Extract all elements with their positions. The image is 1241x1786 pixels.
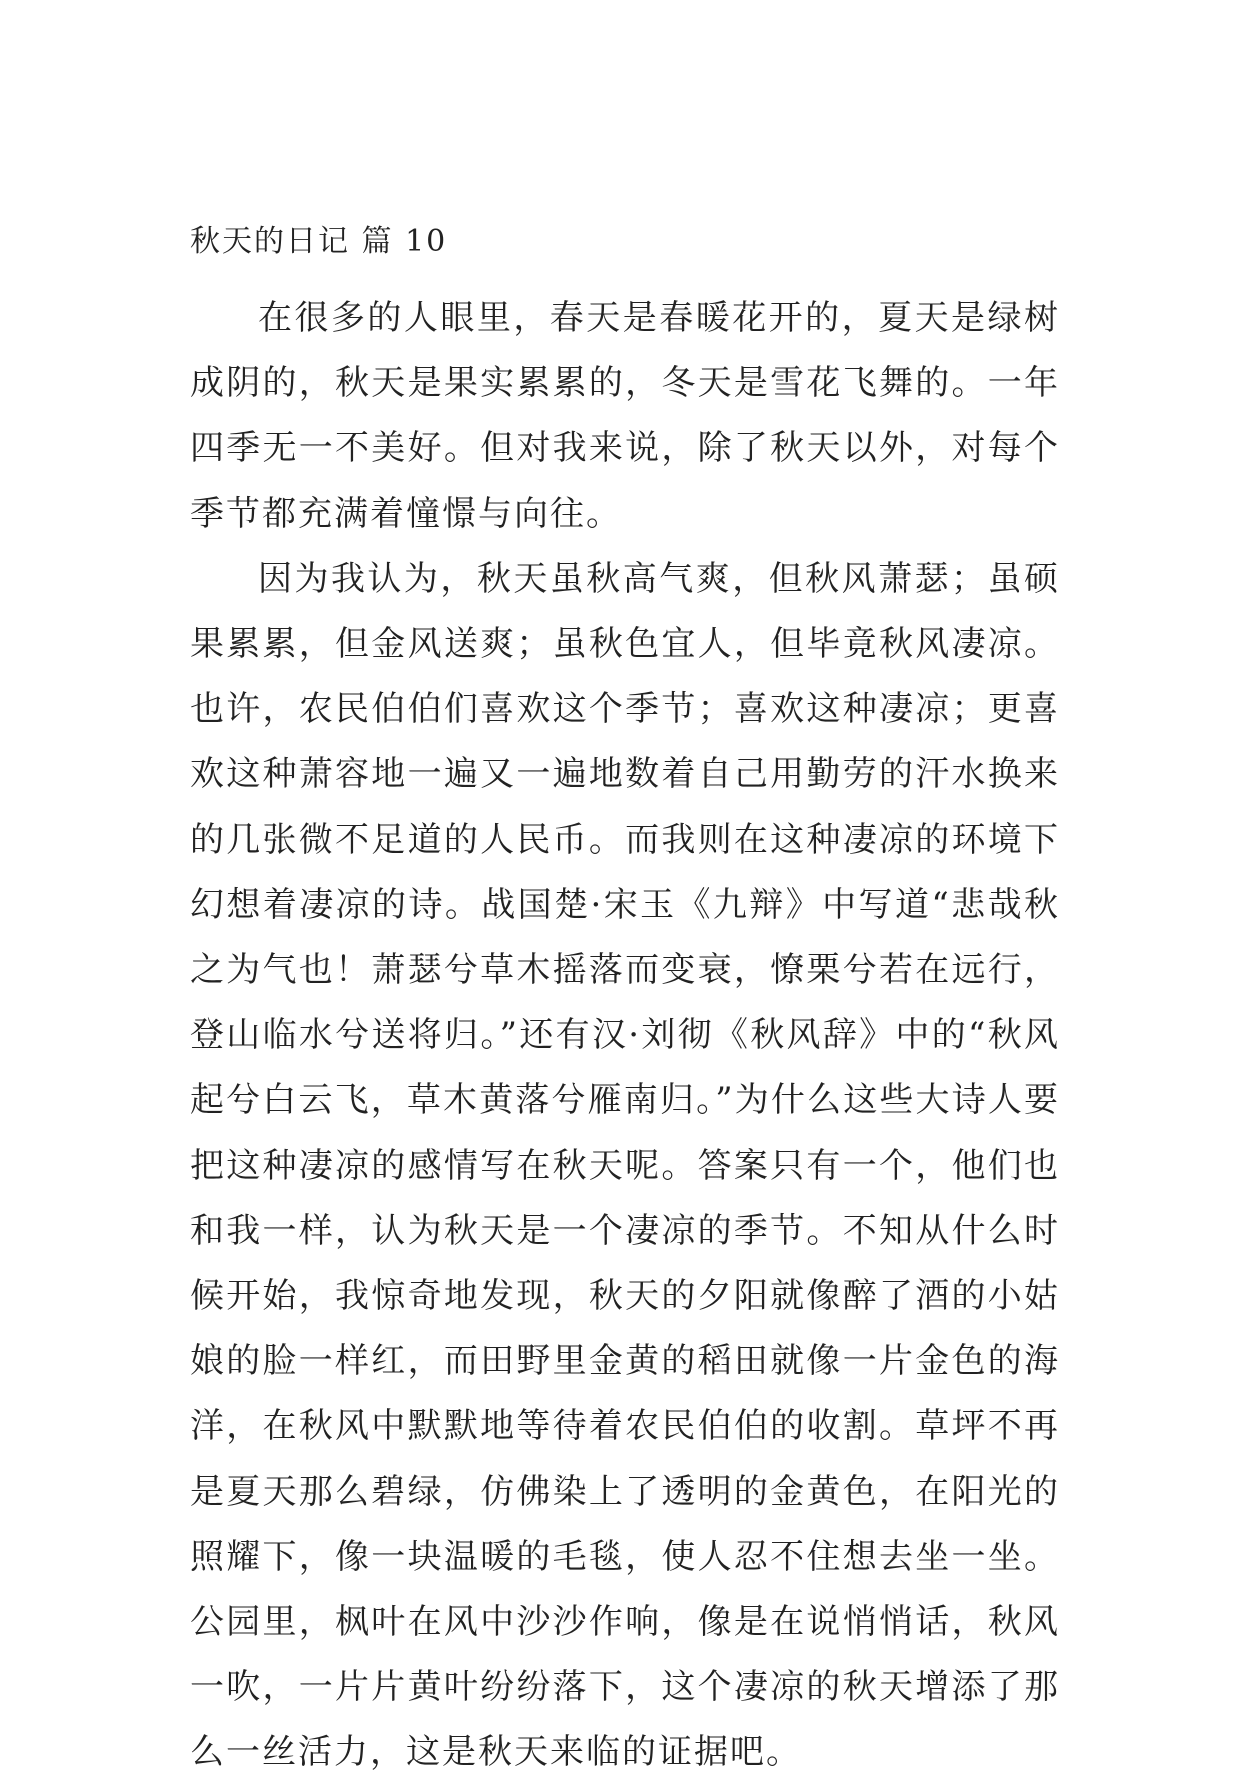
document-title: 秋天的日记 篇 10 [190,224,448,259]
document-body [190,222,1060,1786]
paragraph-1: 在很多的人眼里，春天是春暖花开的，夏天是绿树成阴的，秋天是果实累累的，冬天是雪花飞舞的。一年四季无一不美好。但对我来说，除了秋天以外，对每个季节都充满着憧憬与向往。 [190,298,1060,534]
paragraph-2: 因为我认为，秋天虽秋高气爽，但秋风萧瑟；虽硕果累累，但金风送爽；虽秋色宜人，但毕竟秋风凄凉。也许，农民伯伯们喜欢这个季节；喜欢这种凄凉；更喜欢这种萧容地一遍又一遍地数着自己用勤劳的汗水换来的几张微不足道的人民币。而我则在这种凄凉的环境下幻想着凄凉的诗。战国楚·宋玉《九辩》中写道“悲哉秋之为气也！萧瑟兮草木摇落而变衰，憭栗兮若在远行，登山临水兮送将归。”还有汉·刘彻《秋风辞》中的“秋风起兮白云飞，草木黄落兮雁南归。”为什么这些大诗人要把这种凄凉的感情写在秋天呢。答案只有一个，他们也和我一样，认为秋天是一个凄凉的季节。不知从什么时候开始，我惊奇地发现，秋天的夕阳就像醉了酒的小姑娘的脸一样红，而田野里金黄的稻田就像一片金色的海洋，在秋风中默默地等待着农民伯伯的收割。草坪不再是夏天那么碧绿，仿佛染上了透明的金黄色，在阳光的照耀下，像一块温暖的毛毯，使人忍不住想去坐一坐。公园里，枫叶在风中沙沙作响，像是在说悄悄话，秋风一吹，一片片黄叶纷纷落下，这个凄凉的秋天增添了那么一丝活力，这是秋天来临的证据吧。 [190,558,1060,1773]
